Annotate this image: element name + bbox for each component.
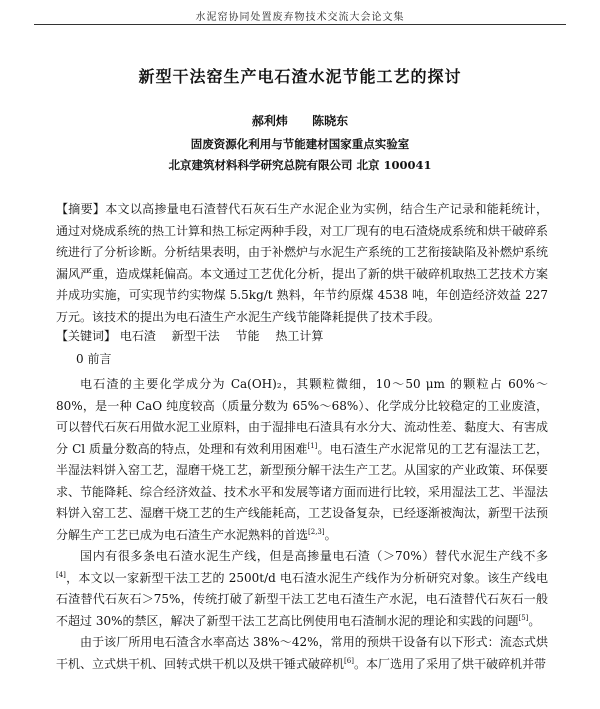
keyword: 新型干法 — [171, 329, 220, 343]
keywords — [56, 326, 548, 348]
body-text — [56, 374, 548, 675]
keyword: 热工计算 — [275, 329, 324, 343]
running-header: 水泥窑协同处置废弃物技术交流大会论文集 — [195, 12, 405, 23]
affiliation-institute: 北京建筑材料科学研究总院有限公司 北京 100041 — [168, 158, 432, 172]
keyword: 电石渣 — [119, 329, 156, 343]
paper-title: 新型干法窑生产电石渣水泥节能工艺的探讨 — [138, 67, 462, 86]
citation: [4] — [56, 570, 66, 579]
citation: [6] — [344, 656, 354, 665]
paragraph: 国内有很多条电石渣水泥生产线，但是高掺量电石渣（＞70%）替代水泥生产线不多[4]，本文以一家新型干法工艺的 2500t/d 电石渣水泥生产线作为分析研究对象。该生产线电石渣替代石灰石＞75%，传统打破了新型干法工艺电石渣生产水泥，电石渣替代石灰石一般不超过 30%的禁区，解决了新型干法工艺高比例使用电石渣制水泥的理论和实践的问题[5]。 — [56, 549, 548, 628]
citation: [1] — [307, 441, 318, 450]
keywords-label: 【关键词】 — [56, 329, 117, 343]
paragraph: 由于该厂所用电石渣含水率高达 38%～42%，常用的预烘干设备有以下形式：流态式烘干机、立式烘干机、回转式烘干机以及烘干锤式破碎机[6]。本厂选用了采用了烘干破碎机并带 — [56, 635, 548, 671]
abstract-text: 本文以高掺量电石渣替代石灰石生产水泥企业为实例，结合生产记录和能耗统计，通过对烧成系统的热工计算和热工标定两种手段，对工厂现有的电石渣烧成系统和烘干破碎系统进行了分析诊断。分析结果表明，由于补燃炉与水泥生产系统的工艺衔接缺陷及补燃炉系统漏风严重，造成煤耗偏高。本文通过工艺优化分析，提出了新的烘干破碎机取热工艺技术方案并成功实施，可实现节约实物煤 5.5kg/t 熟料，年节约原煤 4538 吨，年创造经济效益 227 万元。该技术的提出为电石渣生产水泥生产线节能降耗提供了技术手段。 — [56, 202, 549, 324]
affiliation-lab: 固废资源化利用与节能建材国家重点实验室 — [190, 137, 410, 151]
author-name: 陈晓东 — [312, 114, 349, 128]
section-heading: 0 前言 — [76, 352, 112, 366]
keyword: 节能 — [235, 329, 260, 343]
author-name: 郝利炜 — [251, 114, 288, 128]
abstract-label: 【摘要】 — [56, 202, 106, 216]
citation: [5] — [518, 613, 529, 622]
paragraph: 电石渣的主要化学成分为 Ca(OH)₂，其颗粒微细，10～50 μm 的颗粒占 60%～80%，是一种 CaO 纯度较高（质量分数为 65%～68%）、化学成分比较稳定的工业废渣，可以替代石灰石用做水泥工业原料，由于湿排电石渣具有水分大、流动性差、黏度大、有害成分 Cl 质量分数高的特点，处理和有效利用困难[1]。电石渣生产水泥常见的工艺有湿法工艺，半湿法料饼入窑工艺，湿磨干烧工艺，新型预分解干法生产工艺。从国家的产业政策、环保要求、节能降耗、综合经济效益、技术水平和发展等诸方面而进行比较，采用湿法工艺、半湿法料饼入窑工艺、湿磨干烧工艺的生产线能耗高，工艺设备复杂，已经逐渐被淘汰，新型干法预分解生产工艺已成为电石渣生产水泥熟料的首选[2,3]。 — [56, 377, 549, 542]
author-list — [0, 112, 600, 129]
citation: [2,3] — [308, 527, 325, 536]
abstract — [56, 199, 548, 328]
header-divider — [34, 24, 566, 25]
